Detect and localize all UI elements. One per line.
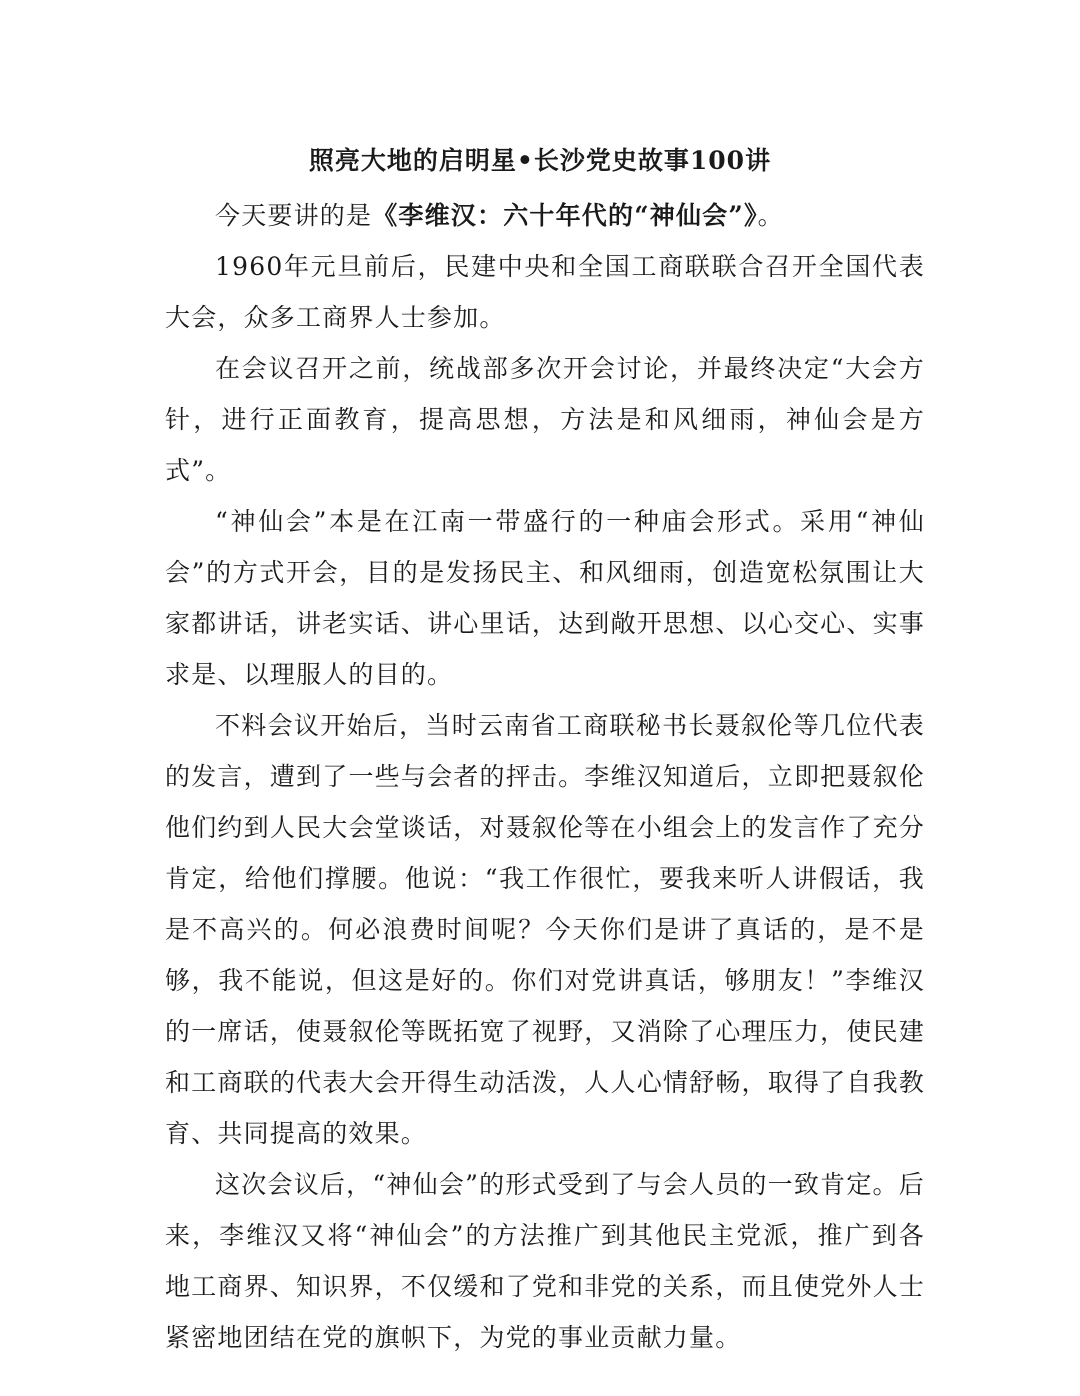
intro-book-title: 《李维汉：六十年代的“神仙会”》 bbox=[372, 201, 758, 230]
document-title: 照亮大地的启明星•长沙党史故事100讲 bbox=[308, 146, 772, 175]
intro-suffix: 。 bbox=[757, 201, 784, 230]
intro-paragraph bbox=[165, 190, 925, 241]
intro-prefix: 今天要讲的是 bbox=[215, 201, 373, 230]
paragraph-4: 不料会议开始后，当时云南省工商联秘书长聂叙伦等几位代表的发言，遭到了一些与会者的抨击。李维汉知道后，立即把聂叙伦他们约到人民大会堂谈话，对聂叙伦等在小组会上的发言作了充分肯定，给他们撑腰。他说：“我工作很忙，要我来听人讲假话，我是不高兴的。何必浪费时间呢？今天你们是讲了真话的，是不是够，我不能说，但这是好的。你们对党讲真话，够朋友！”李维汉的一席话，使聂叙伦等既拓宽了视野，又消除了心理压力，使民建和工商联的代表大会开得生动活泼，人人心情舒畅，取得了自我教育、共同提高的效果。 bbox=[165, 711, 925, 1148]
document-body bbox=[165, 190, 925, 1363]
paragraph-5: 这次会议后，“神仙会”的形式受到了与会人员的一致肯定。后来，李维汉又将“神仙会”的方法推广到其他民主党派，推广到各地工商界、知识界，不仅缓和了党和非党的关系，而且使党外人士紧密地团结在党的旗帜下，为党的事业贡献力量。 bbox=[165, 1170, 925, 1352]
paragraph-3: “神仙会”本是在江南一带盛行的一种庙会形式。采用“神仙会”的方式开会，目的是发扬民主、和风细雨，创造宽松氛围让大家都讲话，讲老实话、讲心里话，达到敞开思想、以心交心、实事求是、以理服人的目的。 bbox=[165, 507, 925, 689]
paragraph-1: 1960年元旦前后，民建中央和全国工商联联合召开全国代表大会，众多工商界人士参加。 bbox=[165, 252, 925, 332]
paragraph-2: 在会议召开之前，统战部多次开会讨论，并最终决定“大会方针，进行正面教育，提高思想，方法是和风细雨，神仙会是方式”。 bbox=[165, 354, 925, 485]
